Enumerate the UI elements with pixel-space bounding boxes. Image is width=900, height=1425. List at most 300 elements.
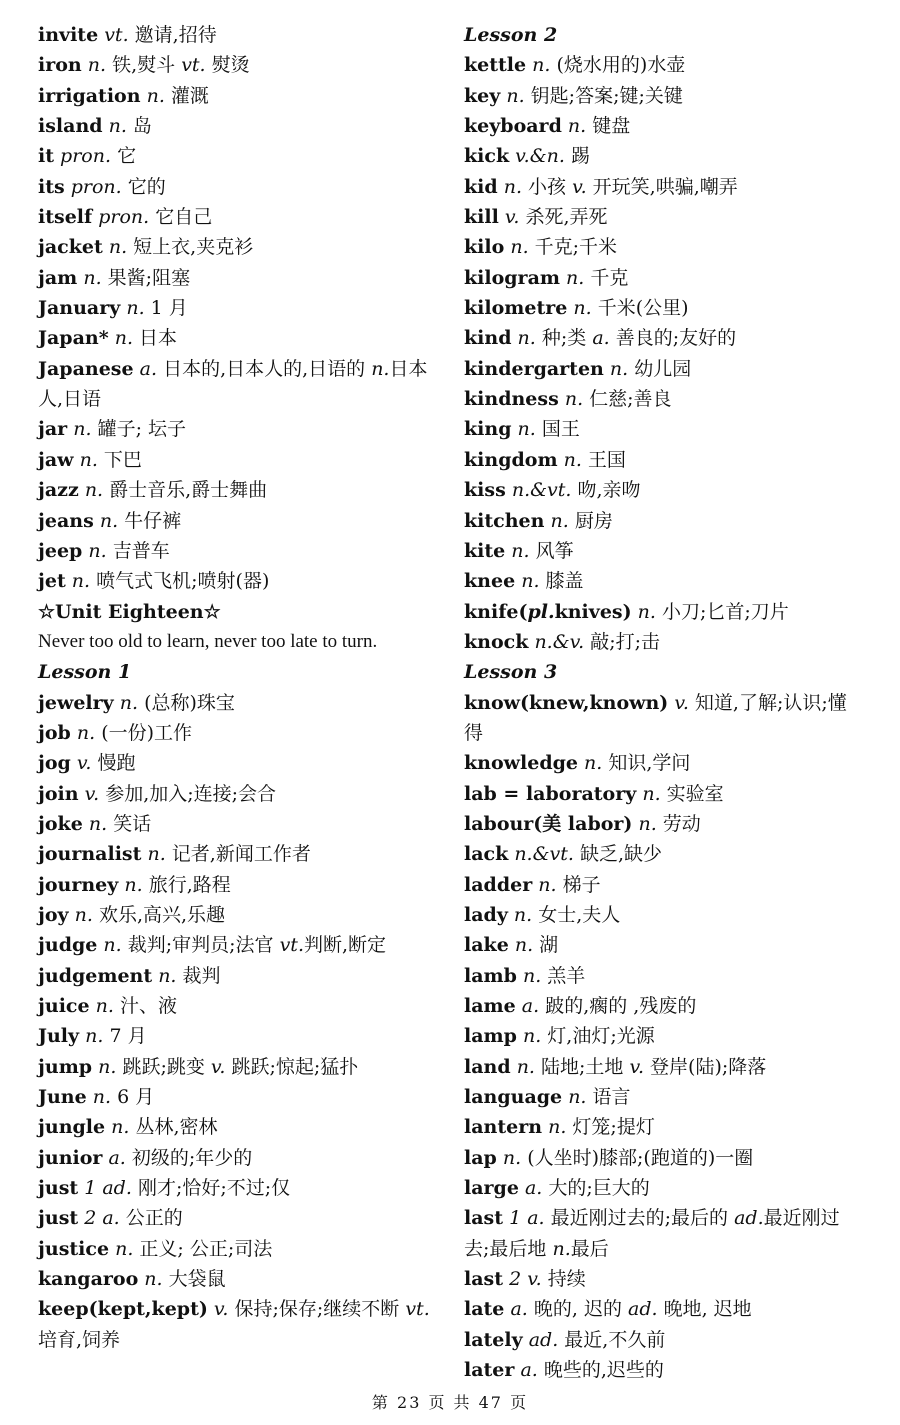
part-of-speech: n. — [563, 448, 582, 471]
vocab-entry — [464, 141, 864, 171]
vocab-entry — [38, 475, 438, 505]
definition: 邀请,招待 — [134, 24, 217, 46]
part-of-speech: v. — [504, 206, 520, 229]
vocab-entry — [464, 475, 864, 505]
vocab-entry — [38, 20, 438, 50]
headword: Japanese — [38, 357, 134, 380]
part-of-speech: 1 a. — [509, 1207, 545, 1230]
headword: kind — [464, 327, 512, 350]
heading-line — [464, 657, 864, 687]
definition: 种;类 a. 善良的;友好的 — [541, 327, 737, 350]
headword: kettle — [464, 54, 527, 77]
part-of-speech: n. — [76, 721, 96, 744]
headword: knowledge — [464, 752, 578, 775]
definition: 短上衣,夹克衫 — [133, 236, 254, 259]
part-of-speech: v. — [84, 782, 100, 805]
vocab-entry — [464, 263, 864, 293]
part-of-speech: 2 a. — [84, 1207, 120, 1230]
vocab-entry — [464, 1173, 864, 1203]
headword: lame — [464, 995, 516, 1017]
part-of-speech: n. — [126, 297, 145, 320]
vocab-entry — [38, 1052, 438, 1082]
vocab-entry — [464, 779, 864, 809]
definition: 踢 — [570, 145, 590, 168]
headword: keep(kept,kept) — [38, 1298, 208, 1321]
vocab-entry — [464, 445, 864, 475]
vocab-entry — [38, 414, 438, 444]
vocab-entry — [38, 1082, 438, 1112]
vocab-entry — [38, 1173, 438, 1203]
headword: jet — [38, 570, 66, 593]
part-of-speech: n. — [144, 1268, 163, 1291]
definition: 持续 — [547, 1268, 586, 1291]
definition: 参加,加入;连接;会合 — [105, 782, 277, 805]
part-of-speech: n. — [566, 266, 585, 289]
headword: job — [38, 721, 71, 744]
headword: jeans — [38, 509, 94, 532]
headword: iron — [38, 54, 82, 77]
headword: lately — [464, 1328, 523, 1351]
definition: 7 月 — [109, 1025, 147, 1048]
headword: Japan* — [38, 327, 109, 350]
definition: 它自己 — [155, 206, 213, 229]
headword: lady — [464, 903, 508, 926]
definition: 它的 — [127, 175, 166, 198]
part-of-speech: n. — [642, 782, 661, 805]
definition: 保持;保存;继续不断 vt.培育,饲养 — [38, 1298, 430, 1351]
part-of-speech: n. — [87, 54, 107, 77]
vocab-entry — [38, 809, 438, 839]
headword: jazz — [38, 479, 79, 502]
vocab-entry — [464, 1052, 864, 1082]
part-of-speech: n. — [638, 812, 657, 835]
definition: 旅行,路程 — [148, 873, 231, 896]
part-of-speech: n. — [513, 903, 533, 926]
headword: journalist — [38, 843, 142, 866]
headword: large — [464, 1177, 519, 1200]
headword: kick — [464, 145, 510, 168]
vocab-entry — [38, 566, 438, 596]
vocab-entry — [464, 384, 864, 414]
part-of-speech: a. — [524, 1177, 543, 1200]
definition: (人坐时)膝部;(跑道的)一圈 — [527, 1146, 754, 1169]
definition: 敲;打;击 — [590, 630, 661, 653]
headword: king — [464, 418, 512, 441]
definition: 正义; 公正;司法 — [139, 1237, 273, 1260]
vocab-entry — [38, 263, 438, 293]
part-of-speech: n. — [108, 115, 127, 138]
part-of-speech: n. — [510, 236, 529, 259]
definition: 千米(公里) — [597, 297, 689, 320]
definition: 汁、液 — [119, 995, 177, 1017]
vocab-entry — [464, 202, 864, 232]
part-of-speech: n. — [71, 570, 91, 593]
vocab-entry — [38, 506, 438, 536]
definition: 初级的;年少的 — [131, 1146, 253, 1169]
vocab-entry — [38, 354, 438, 415]
part-of-speech: pron. — [60, 145, 112, 168]
part-of-speech: n. — [92, 1086, 112, 1109]
part-of-speech: n. — [538, 873, 557, 896]
headword: kill — [464, 206, 499, 229]
definition: 铁,熨斗 vt. 熨烫 — [112, 54, 250, 77]
headword: kilometre — [464, 297, 568, 320]
headword: kindergarten — [464, 357, 604, 380]
headword: knee — [464, 570, 516, 593]
definition: 语言 — [592, 1086, 631, 1109]
page-footer: 第 23 页 共 47 页 — [371, 1393, 529, 1412]
definition: 记者,新闻工作者 — [171, 843, 311, 866]
part-of-speech: n. — [550, 509, 569, 532]
definition: 膝盖 — [545, 570, 584, 593]
headword: labour(美 labor) — [464, 812, 633, 835]
headword: juice — [38, 995, 90, 1017]
vocab-entry — [464, 991, 864, 1021]
headword: jump — [38, 1055, 93, 1078]
part-of-speech: a. — [520, 1359, 538, 1382]
part-of-speech: n. — [522, 1025, 542, 1048]
headword: last — [464, 1268, 504, 1291]
headword: language — [464, 1086, 563, 1109]
part-of-speech: n. — [108, 236, 128, 259]
definition: 键盘 — [592, 115, 631, 138]
headword: Lesson 3 — [464, 661, 558, 684]
part-of-speech: pron. — [70, 175, 122, 198]
vocab-entry — [464, 1082, 864, 1112]
headword: kiss — [464, 479, 506, 502]
part-of-speech: n. — [79, 448, 98, 471]
left-column — [38, 20, 438, 1355]
part-of-speech: a. — [510, 1298, 528, 1321]
headword: invite — [38, 24, 99, 46]
vocab-entry — [38, 1021, 438, 1051]
vocab-entry — [38, 111, 438, 141]
headword: Lesson 1 — [38, 661, 132, 684]
headword: judge — [38, 934, 98, 957]
headword: kangaroo — [38, 1268, 139, 1291]
part-of-speech: v. — [213, 1298, 229, 1321]
definition: 岛 — [132, 115, 152, 138]
vocab-entry — [38, 232, 438, 262]
vocab-entry — [38, 900, 438, 930]
headword: jaw — [38, 448, 74, 471]
vocab-entry — [464, 414, 864, 444]
part-of-speech: n. — [88, 539, 107, 562]
definition: 灌溉 — [170, 84, 209, 107]
headword: ladder — [464, 873, 533, 896]
part-of-speech: n. — [503, 175, 522, 198]
part-of-speech: n. — [514, 934, 534, 957]
vocab-entry — [38, 202, 438, 232]
vocab-entry — [38, 930, 438, 960]
vocab-entry — [38, 718, 438, 748]
definition: 下巴 — [103, 448, 142, 471]
headword: kitchen — [464, 509, 545, 532]
vocab-entry — [464, 81, 864, 111]
definition: (一份)工作 — [101, 721, 193, 744]
right-column — [464, 20, 864, 1385]
part-of-speech: ad. — [528, 1328, 559, 1351]
part-of-speech: n. — [98, 1055, 117, 1078]
unit-line — [38, 597, 438, 627]
vocab-entry — [464, 627, 864, 657]
vocab-entry — [38, 81, 438, 111]
headword: lab = laboratory — [464, 782, 637, 805]
headword: just — [38, 1177, 79, 1200]
part-of-speech: n. — [517, 418, 536, 441]
part-of-speech: v. — [674, 691, 689, 714]
headword: just — [38, 1207, 79, 1230]
definition: 它 — [117, 145, 137, 168]
definition: 裁判 — [182, 964, 221, 987]
vocab-entry — [464, 961, 864, 991]
definition: 吉普车 — [112, 539, 170, 562]
part-of-speech: n. — [567, 115, 587, 138]
part-of-speech: v. — [76, 752, 92, 775]
definition: 丛林,密林 — [135, 1116, 218, 1139]
headword: it — [38, 145, 54, 168]
definition: 女士,夫人 — [538, 903, 621, 926]
definition: 小孩 v. 开玩笑,哄骗,嘲弄 — [528, 175, 738, 198]
headword: lamb — [464, 964, 517, 987]
vocab-entry — [38, 1203, 438, 1233]
vocab-entry — [38, 1294, 438, 1355]
vocab-entry — [38, 870, 438, 900]
part-of-speech: n. — [584, 752, 603, 775]
part-of-speech: pron. — [98, 206, 150, 229]
part-of-speech: n. — [115, 1237, 134, 1260]
heading-line — [38, 657, 438, 687]
vocab-entry — [38, 991, 438, 1021]
headword: justice — [38, 1237, 110, 1260]
part-of-speech: n. — [564, 388, 584, 411]
headword: last — [464, 1207, 504, 1230]
headword: joy — [38, 903, 69, 926]
part-of-speech: n. — [516, 1055, 535, 1078]
headword: late — [464, 1298, 505, 1321]
definition: 日本 — [139, 327, 178, 350]
part-of-speech: n. — [119, 691, 139, 714]
vocab-entry — [38, 141, 438, 171]
definition: 国王 — [541, 418, 580, 441]
part-of-speech: n. — [532, 54, 551, 77]
definition: 欢乐,高兴,乐趣 — [98, 903, 226, 926]
part-of-speech: n. — [124, 873, 143, 896]
part-of-speech: n. — [502, 1146, 522, 1169]
headword: lantern — [464, 1116, 543, 1139]
vocab-entry — [464, 1021, 864, 1051]
definition: 喷气式飞机;喷射(器) — [96, 570, 270, 593]
headword: lamp — [464, 1025, 517, 1048]
definition: (总称)珠宝 — [144, 691, 235, 714]
definition: 杀死,弄死 — [525, 206, 608, 229]
headword: jewelry — [38, 691, 114, 714]
part-of-speech: n. — [88, 812, 108, 835]
headword: know(knew,known) — [464, 691, 669, 714]
part-of-speech: n. — [73, 418, 92, 441]
vocab-entry — [464, 1203, 864, 1264]
part-of-speech: n.&v. — [534, 630, 585, 653]
part-of-speech: n. — [517, 327, 536, 350]
headword: kilo — [464, 236, 505, 259]
headword: kilogram — [464, 266, 560, 289]
vocab-entry — [464, 748, 864, 778]
part-of-speech: n. — [85, 1025, 104, 1048]
vocab-entry — [464, 1355, 864, 1385]
vocab-entry — [464, 930, 864, 960]
vocab-entry — [38, 839, 438, 869]
headword: jog — [38, 752, 71, 775]
headword: July — [38, 1025, 80, 1048]
definition: 梯子 — [562, 873, 601, 896]
part-of-speech: n. — [114, 327, 133, 350]
part-of-speech: n. — [506, 84, 525, 107]
headword: lack — [464, 843, 509, 866]
headword: kid — [464, 175, 498, 198]
definition: 灯,油灯;光源 — [547, 1025, 655, 1048]
headword: Lesson 2 — [464, 24, 558, 46]
headword: journey — [38, 873, 119, 896]
headword: ☆Unit Eighteen☆ — [38, 600, 221, 623]
definition: 大袋鼠 — [168, 1268, 226, 1291]
definition: 日本的,日本人的,日语的 n.日本人,日语 — [38, 357, 428, 411]
vocab-entry — [464, 111, 864, 141]
headword: kingdom — [464, 448, 558, 471]
part-of-speech: n. — [548, 1116, 567, 1139]
part-of-speech: n. — [609, 357, 629, 380]
vocab-entry — [38, 688, 438, 718]
definition: 吻,亲吻 — [577, 479, 641, 502]
part-of-speech: n. — [99, 509, 119, 532]
part-of-speech: n. — [568, 1086, 587, 1109]
headword: itself — [38, 206, 93, 229]
part-of-speech: vt. — [104, 24, 129, 46]
headword: knife(pl.knives) — [464, 600, 632, 623]
definition: 知识,学问 — [608, 752, 691, 775]
definition: 刚才;恰好;不过;仅 — [137, 1177, 291, 1200]
part-of-speech: v.&n. — [515, 145, 565, 168]
definition: 牛仔裤 — [124, 509, 182, 532]
vocab-entry — [38, 536, 438, 566]
vocab-entry — [464, 354, 864, 384]
part-of-speech: n. — [522, 964, 542, 987]
part-of-speech: n.&vt. — [511, 479, 572, 502]
headword: January — [38, 297, 121, 320]
vocab-entry — [38, 1264, 438, 1294]
definition: 晚的, 迟的 ad. 晚地, 迟地 — [533, 1298, 752, 1321]
definition: 裁判;审判员;法官 vt.判断,断定 — [127, 934, 387, 957]
vocab-entry — [464, 1264, 864, 1294]
vocab-entry — [464, 597, 864, 627]
definition: 最近,不久前 — [564, 1328, 666, 1351]
definition: 湖 — [539, 934, 559, 957]
part-of-speech: a. — [139, 357, 158, 380]
part-of-speech: n. — [158, 964, 177, 987]
vocab-entry — [38, 1112, 438, 1142]
vocab-entry — [464, 839, 864, 869]
definition: 厨房 — [574, 509, 613, 532]
definition: 风筝 — [535, 539, 574, 562]
vocab-entry — [38, 748, 438, 778]
definition: 王国 — [587, 448, 626, 471]
definition: 最近刚过去的;最后的 ad.最近刚过去;最后地 n.最后 — [464, 1207, 840, 1260]
vocab-entry — [464, 172, 864, 202]
vocab-entry — [464, 1294, 864, 1324]
headword: jacket — [38, 236, 103, 259]
vocab-entry — [38, 293, 438, 323]
definition: 羔羊 — [547, 964, 586, 987]
part-of-speech: n. — [103, 934, 122, 957]
part-of-speech: n.&vt. — [514, 843, 574, 866]
part-of-speech: 2 v. — [509, 1268, 542, 1291]
definition: 灯笼;提灯 — [572, 1116, 655, 1139]
headword: jeep — [38, 539, 83, 562]
heading-line — [464, 20, 864, 50]
headword: later — [464, 1359, 515, 1382]
definition: 罐子; 坛子 — [97, 418, 187, 441]
vocab-entry — [38, 172, 438, 202]
definition: 劳动 — [662, 812, 701, 835]
part-of-speech: n. — [147, 843, 166, 866]
definition: 1 月 — [150, 297, 188, 320]
definition: (烧水用的)水壶 — [556, 54, 686, 77]
definition: 幼儿园 — [634, 357, 692, 380]
definition: 陆地;土地 v. 登岸(陆);降落 — [541, 1055, 767, 1078]
part-of-speech: n. — [84, 479, 104, 502]
vocab-entry — [38, 50, 438, 80]
definition: 6 月 — [117, 1086, 155, 1109]
vocab-entry — [464, 293, 864, 323]
vocab-entry — [464, 688, 864, 749]
definition: 跳跃;跳变 v. 跳跃;惊起;猛扑 — [122, 1055, 359, 1078]
headword: island — [38, 115, 103, 138]
part-of-speech: 1 ad. — [84, 1177, 132, 1200]
definition: 跛的,瘸的 ,残废的 — [545, 995, 697, 1017]
vocab-entry — [464, 1112, 864, 1142]
definition: 缺乏,缺少 — [579, 843, 663, 866]
quote-line — [38, 627, 438, 657]
headword: kite — [464, 539, 506, 562]
part-of-speech: n. — [83, 266, 102, 289]
definition: 千克;千米 — [534, 236, 618, 259]
definition: 大的;巨大的 — [548, 1177, 650, 1200]
part-of-speech: n. — [146, 84, 165, 107]
definition: 千克 — [590, 266, 629, 289]
definition: 知道,了解;认识;懂得 — [464, 691, 847, 744]
vocab-entry — [464, 870, 864, 900]
definition: 钥匙;答案;键;关键 — [530, 84, 683, 107]
vocab-entry — [38, 445, 438, 475]
headword: key — [464, 84, 501, 107]
definition: 爵士音乐,爵士舞曲 — [109, 479, 268, 502]
part-of-speech: n. — [511, 539, 530, 562]
vocab-entry — [464, 566, 864, 596]
definition: 慢跑 — [97, 752, 136, 775]
part-of-speech: n. — [111, 1116, 130, 1139]
definition: 晚些的,迟些的 — [543, 1359, 664, 1382]
vocab-entry — [38, 323, 438, 353]
part-of-speech: a. — [521, 995, 540, 1017]
headword: keyboard — [464, 115, 562, 138]
part-of-speech: n. — [95, 995, 114, 1017]
headword: irrigation — [38, 84, 141, 107]
vocab-entry — [38, 779, 438, 809]
headword: jungle — [38, 1116, 106, 1139]
part-of-speech: n. — [637, 600, 656, 623]
definition: 果酱;阻塞 — [107, 266, 191, 289]
vocab-entry — [464, 809, 864, 839]
part-of-speech: n. — [521, 570, 540, 593]
